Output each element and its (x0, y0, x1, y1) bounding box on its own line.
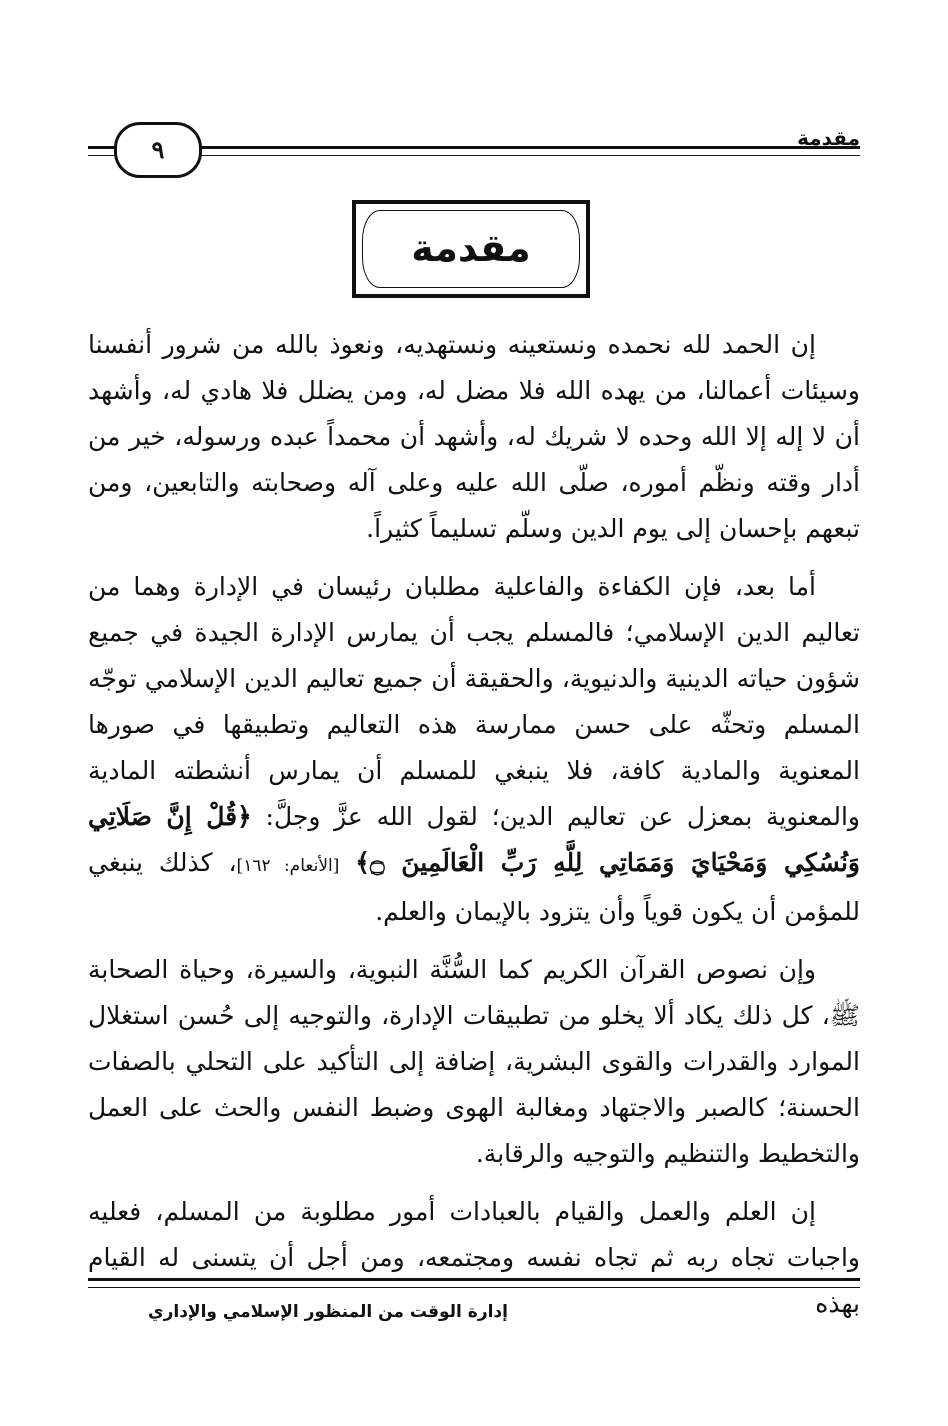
page-header (88, 112, 860, 192)
paragraph-1: إن الحمد لله نحمده ونستعينه ونستهديه، ونعوذ بالله من شرور أنفسنا وسيئات أعمالنا، من يهده الله فلا مضل له، ومن يضلل فلا هادي له، وأشهد أن لا إله إلا الله وحده لا شريك له، وأشهد أن محمداً عبده ورسوله، خير من أدار وقته ونظّم أموره، صلّى الله عليه وعلى آله وصحابته والتابعين، ومن تبعهم بإحسان إلى يوم الدين وسلّم تسليماً كثيراً. (88, 330, 860, 543)
paragraph-2-intro: أما بعد، فإن الكفاءة والفاعلية مطلبان رئيسان في الإدارة وهما من تعاليم الدين الإسلامي؛ فالمسلم يجب أن يمارس الإدارة الجيدة في جميع شؤون حياته الدينية والدنيوية، والحقيقة أن جميع تعاليم الدين الإسلامي توجّه المسلم وتحثّه على حسن ممارسة هذه التعاليم وتطبيقها في صورها المعنوية والمادية كافة، فلا ينبغي للمسلم أن يمارس أنشطته المادية والمعنوية بمعزل عن تعاليم الدين؛ لقول الله عزَّ وجلَّ: (88, 572, 860, 831)
header-rule (88, 146, 860, 156)
book-title: إدارة الوقت من المنظور الإسلامي والإداري (148, 1302, 508, 1322)
footer-rule (88, 1278, 860, 1288)
verse-reference: [الأنعام: ١٦٢] (236, 856, 340, 876)
running-title: مقدمة (797, 126, 860, 150)
body-text (88, 322, 860, 1339)
paragraph-2-conclusion: ، كذلك ينبغي للمؤمن أن يكون قوياً وأن يتزود بالإيمان والعلم. (88, 848, 860, 926)
paragraph-2 (88, 564, 860, 935)
page-number: ٩ (114, 122, 202, 178)
paragraph-4: إن العلم والعمل والقيام بالعبادات أمور مطلوبة من المسلم، فعليه واجبات تجاه ربه ثم تجاه نفسه ومجتمعه، ومن أجل أن يتسنى له القيام بهذه (88, 1197, 860, 1318)
quran-verse: ﴿قُلْ إِنَّ صَلَاتِي وَنُسُكِي وَمَحْيَايَ وَمَمَاتِي لِلَّهِ رَبِّ الْعَالَمِينَ ۝﴾ (88, 802, 860, 877)
chapter-title: مقدمة (411, 226, 531, 270)
chapter-title-frame (352, 200, 590, 298)
paragraph-3: وإن نصوص القرآن الكريم كما السُّنَّة النبوية، والسيرة، وحياة الصحابة ﷺ، كل ذلك يكاد ألا يخلو من تطبيقات الإدارة، والتوجيه إلى حُسن استغلال الموارد والقدرات والقوى البشرية، إضافة إلى التأكيد على التحلي بالصفات الحسنة؛ كالصبر والاجتهاد ومغالبة الهوى وضبط النفس والحث على العمل والتخطيط والتنظيم والتوجيه والرقابة. (88, 955, 860, 1168)
